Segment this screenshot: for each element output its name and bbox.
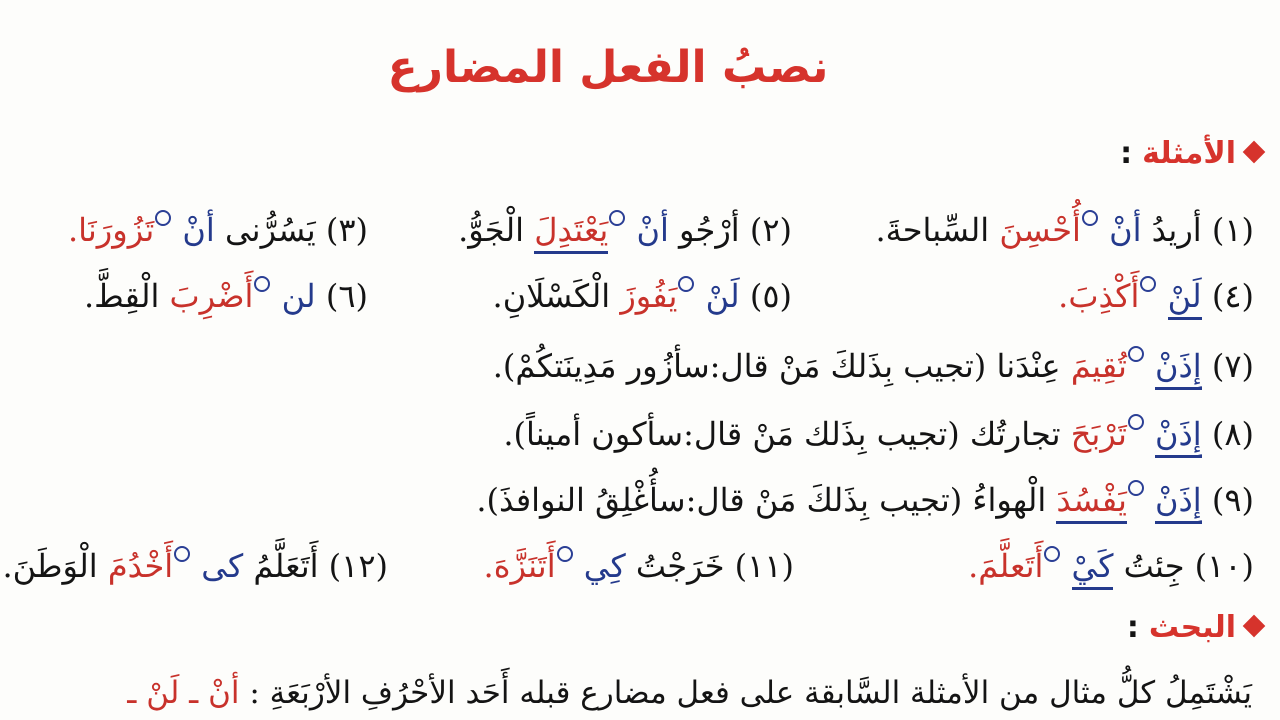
- example-text: يَسُرُّنى: [224, 211, 316, 249]
- example-text: أَتَعَلَّمُ: [253, 547, 319, 585]
- example-verb: أَتَنَزَّهَ.: [483, 547, 556, 585]
- examples-row-1: [0, 200, 1280, 260]
- diamond-bullet-icon: [1243, 140, 1266, 163]
- example-particle: إِذَنْ: [1155, 481, 1202, 524]
- example-number: (٩): [1211, 481, 1254, 519]
- example-particle: أنْ: [636, 211, 669, 249]
- circle-mark-icon: [1140, 276, 1156, 292]
- circle-mark-icon: [174, 546, 190, 562]
- research-particles: أنْ ـ لَنْ ـ: [127, 675, 240, 711]
- example-2: [458, 200, 792, 260]
- page-title: نصبُ الفعل المضارع: [387, 42, 829, 93]
- example-number: (٥): [749, 277, 792, 315]
- example-verb: أَكْذِبَ.: [1058, 277, 1140, 315]
- example-text: الْجَوُّ.: [458, 211, 525, 249]
- example-text: الْوَطَنَ.: [2, 547, 98, 585]
- examples-heading: [1120, 136, 1262, 171]
- circle-mark-icon: [155, 210, 171, 226]
- circle-mark-icon: [557, 546, 573, 562]
- example-number: (٨): [1211, 415, 1254, 453]
- circle-mark-icon: [1082, 210, 1098, 226]
- circle-mark-icon: [1044, 546, 1060, 562]
- heading-colon: :: [1120, 136, 1133, 171]
- research-heading: [1127, 610, 1262, 645]
- research-paragraph: [127, 668, 1252, 718]
- example-verb: أُحْسِنَ: [999, 211, 1081, 249]
- examples-row-5: [0, 470, 1280, 530]
- example-particle: كِي: [583, 547, 626, 585]
- example-number: (١٢): [328, 547, 388, 585]
- example-verb: تَرْبَحَ: [1070, 415, 1127, 453]
- example-6: [84, 266, 368, 326]
- example-particle: لَنْ: [1168, 277, 1202, 320]
- example-verb: تُقِيمَ: [1070, 347, 1127, 385]
- example-number: (٢): [749, 211, 792, 249]
- example-4: [1058, 266, 1254, 326]
- examples-row-6: [0, 536, 1280, 596]
- example-number: (١): [1211, 211, 1254, 249]
- example-verb: تَزُورَنَا.: [67, 211, 155, 249]
- circle-mark-icon: [254, 276, 270, 292]
- circle-mark-icon: [1128, 480, 1144, 496]
- example-text: عِنْدَنا (تجيب بِذَلكَ مَنْ قال:سأزُور مَدِينَتكُمْ).: [492, 347, 1061, 385]
- example-number: (٧): [1211, 347, 1254, 385]
- circle-mark-icon: [1128, 414, 1144, 430]
- example-verb: يَعْتَدِلَ: [534, 211, 608, 254]
- example-text: جِئتُ: [1123, 547, 1185, 585]
- research-heading-label: البحث: [1148, 610, 1236, 645]
- examples-row-2: [0, 266, 1280, 326]
- example-5: [493, 266, 792, 326]
- example-text: خَرَجْتُ: [635, 547, 725, 585]
- example-10: [968, 536, 1254, 596]
- research-text: يَشْتَمِلُ كلُّ مثال من الأمثلة السَّابقة على فعل مضارع قبله أَحَد الأحْرُفِ الأرْبَعَةِ :: [249, 675, 1252, 711]
- example-text: الْهواءُ (تجيب بِذَلكَ مَنْ قال:سأُغْلِقُ النوافذَ).: [476, 481, 1047, 519]
- example-verb: أَضْرِبَ: [169, 277, 254, 315]
- example-8: [503, 404, 1254, 464]
- example-particle: كى: [201, 547, 244, 585]
- example-particle: لن: [281, 277, 316, 315]
- circle-mark-icon: [1128, 346, 1144, 362]
- example-particle: كَيْ: [1072, 547, 1114, 590]
- example-text: أرْجُو: [679, 211, 740, 249]
- example-number: (٣): [325, 211, 368, 249]
- example-text: السِّباحةَ.: [875, 211, 990, 249]
- example-3: [68, 200, 368, 260]
- examples-row-4: [0, 404, 1280, 464]
- example-text: أريدُ: [1151, 211, 1202, 249]
- examples-heading-label: الأمثلة: [1142, 136, 1236, 171]
- example-11: [484, 536, 794, 596]
- example-verb: يَفُوزَ: [620, 277, 678, 315]
- example-number: (١١): [734, 547, 794, 585]
- example-9: [476, 470, 1254, 530]
- example-7: [493, 336, 1254, 396]
- example-verb: أَتَعلَّمَ.: [968, 547, 1044, 585]
- example-verb: أَخْدُمَ: [107, 547, 174, 585]
- example-particle: لَنْ: [705, 277, 740, 315]
- example-text: تجارتُك (تجيب بِذَلك مَنْ قال:سأكون أميناً).: [503, 415, 1061, 453]
- example-number: (٦): [325, 277, 368, 315]
- circle-mark-icon: [678, 276, 694, 292]
- example-particle: إِذَنْ: [1155, 347, 1202, 390]
- circle-mark-icon: [609, 210, 625, 226]
- example-particle: إِذَنْ: [1155, 415, 1202, 458]
- examples-row-3: [0, 336, 1280, 396]
- example-text: الْقِطَّ.: [84, 277, 160, 315]
- example-number: (١٠): [1194, 547, 1254, 585]
- example-text: الْكَسْلَانِ.: [492, 277, 611, 315]
- example-verb: يَفْسُدَ: [1056, 481, 1126, 524]
- example-1: [875, 200, 1254, 260]
- diamond-bullet-icon: [1243, 614, 1266, 637]
- example-particle: أنْ: [182, 211, 215, 249]
- example-12: [2, 536, 388, 596]
- heading-colon: :: [1126, 610, 1139, 645]
- example-number: (٤): [1211, 277, 1254, 315]
- example-particle: أنْ: [1109, 211, 1142, 249]
